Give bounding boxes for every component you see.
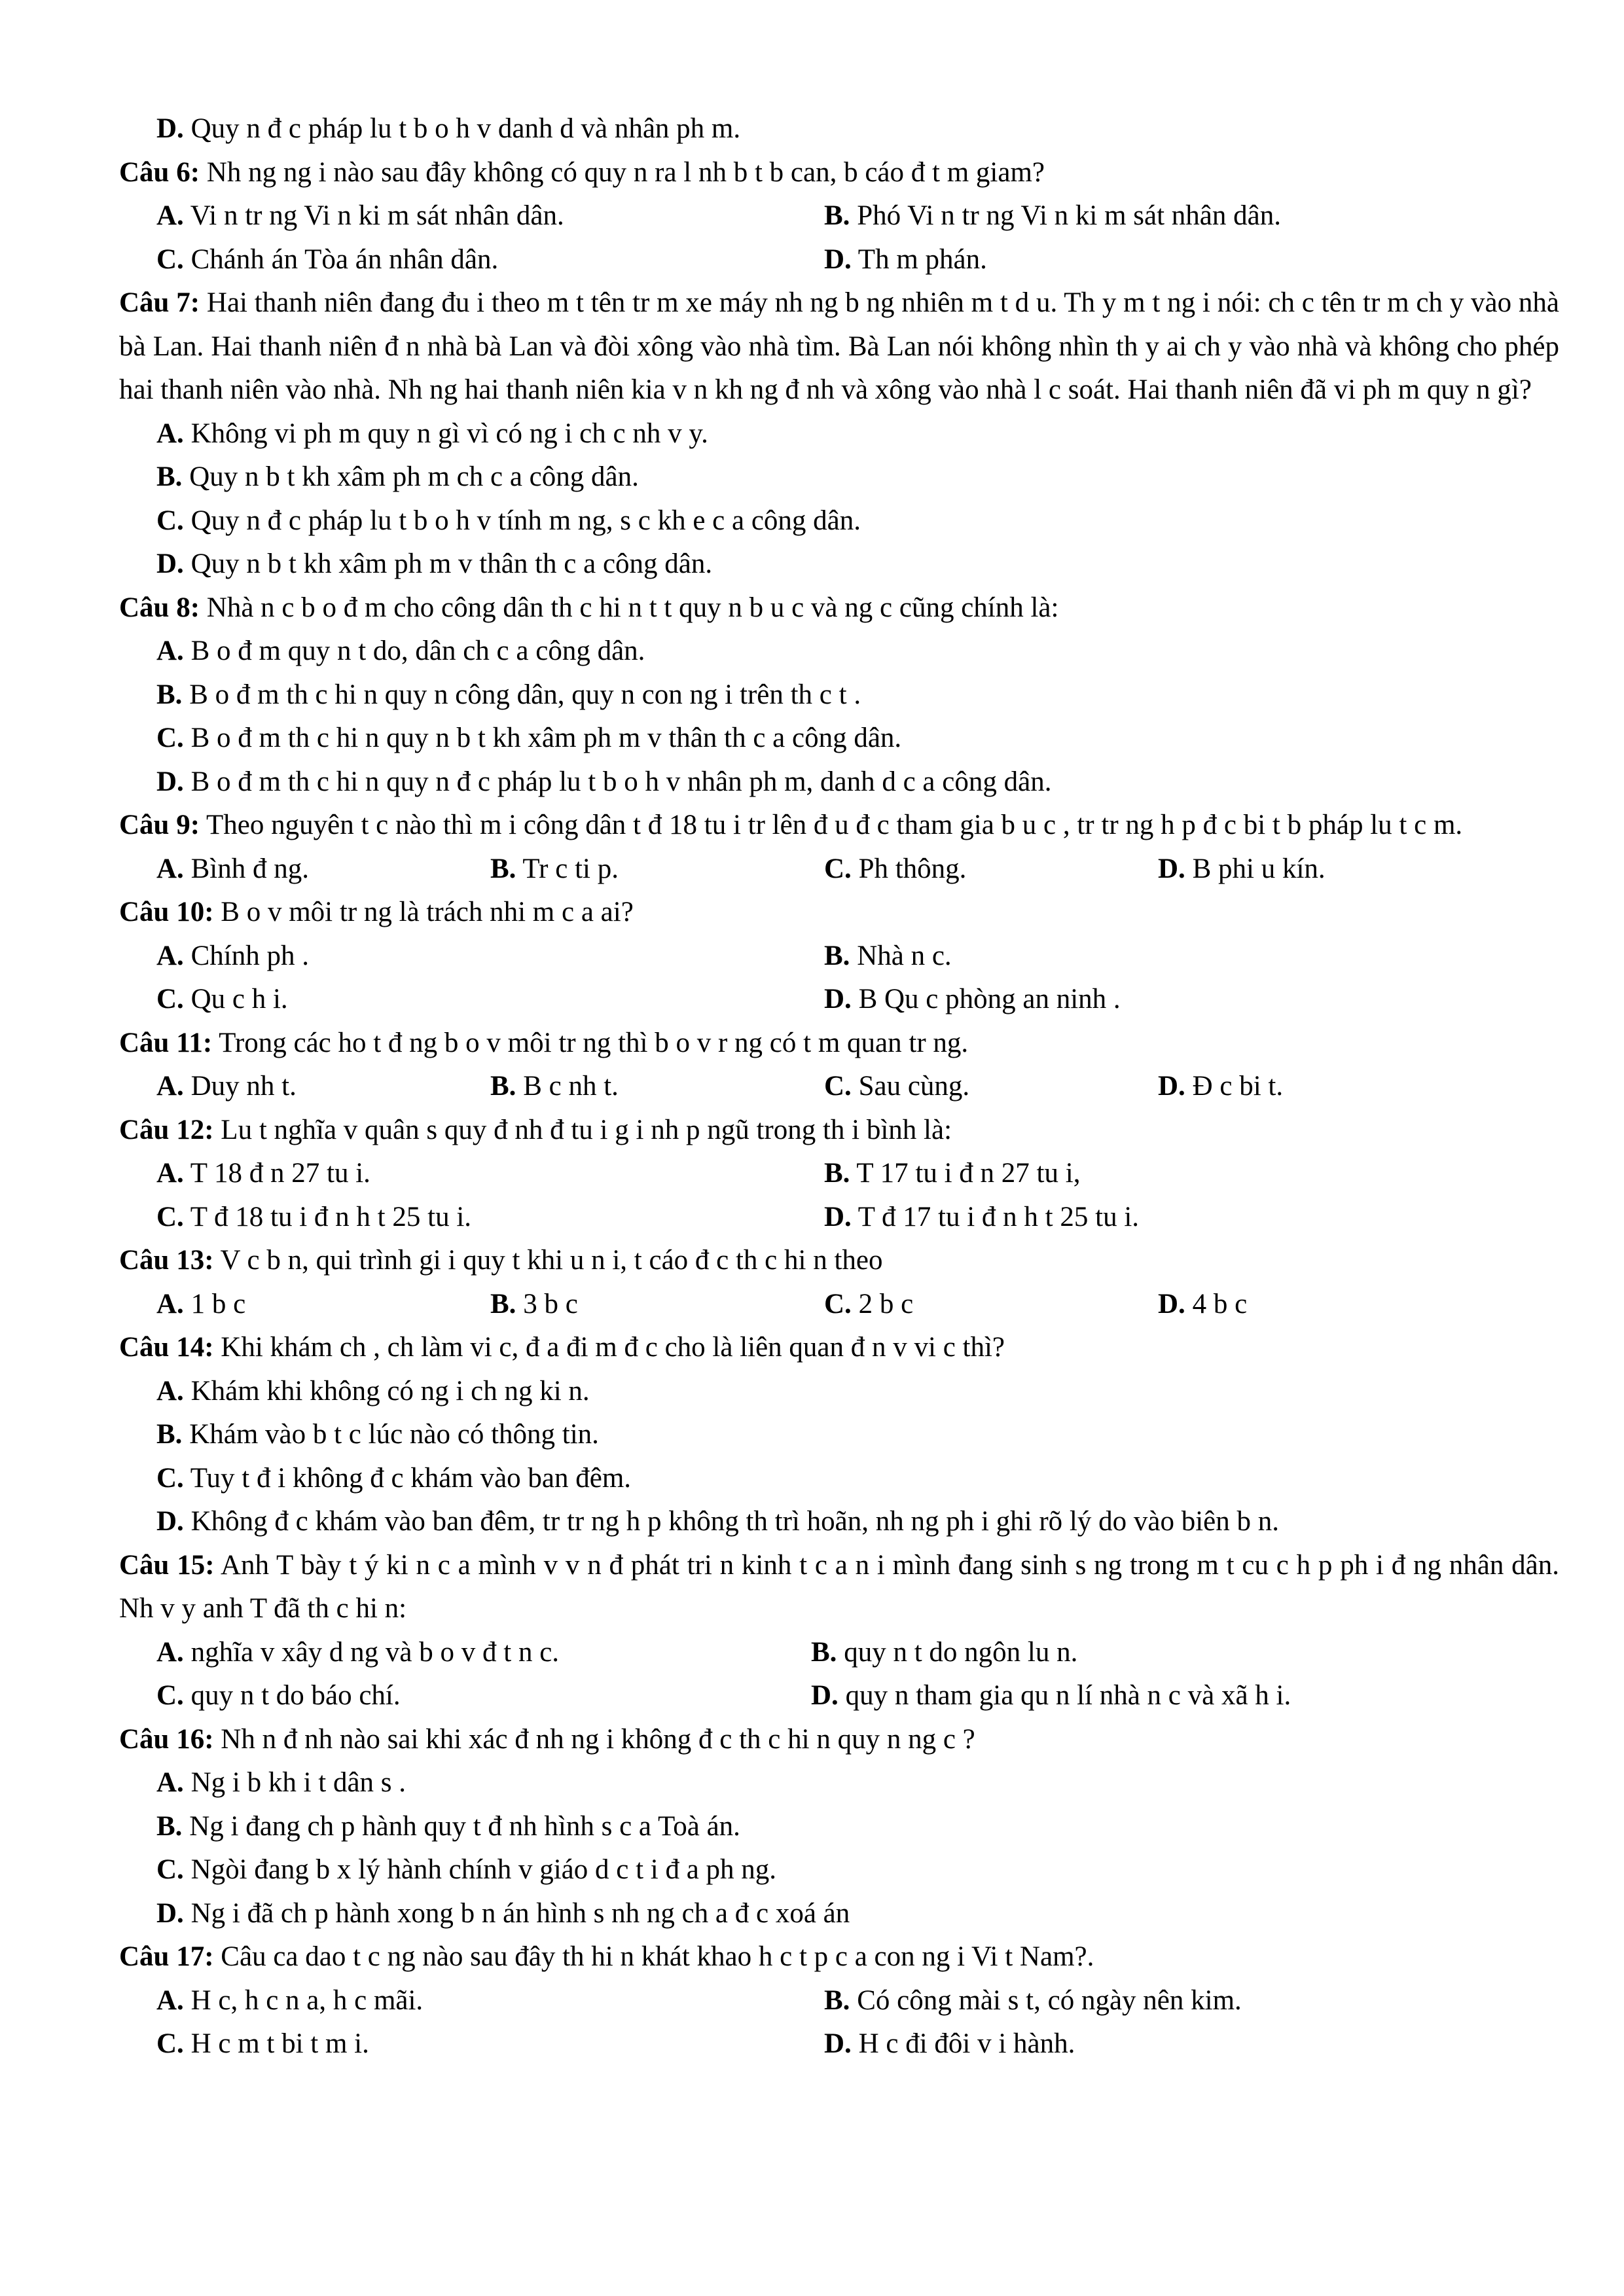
option-text: B c nh t.: [523, 1071, 619, 1102]
q10-option-c: [156, 978, 824, 1022]
option-letter: C.: [156, 984, 184, 1014]
question-11: [119, 1022, 1559, 1066]
option-text: Quy n b t kh xâm ph m v thân th c a công dân.: [190, 548, 713, 579]
q13-option-c: [824, 1283, 1158, 1327]
option-letter: D.: [1158, 853, 1185, 884]
question-number: Câu 6:: [119, 156, 200, 188]
option-letter: B.: [156, 1419, 183, 1450]
question-number: Câu 14:: [119, 1332, 214, 1363]
option-text: 3 b c: [523, 1288, 578, 1319]
q8-option-c: [156, 717, 1624, 761]
q6-options-row-2: [156, 238, 1624, 282]
option-text: nghĩa v xây d ng và b o v đ t n c.: [190, 1636, 560, 1668]
option-letter: D.: [156, 113, 184, 144]
question-7: [119, 281, 1559, 412]
option-text: Đ c bi t.: [1192, 1071, 1284, 1102]
question-text: Lu t nghĩa v quân s quy đ nh đ tu i g i nh p ngũ trong th i bình là:: [221, 1114, 952, 1145]
option-letter: C.: [156, 243, 184, 275]
option-letter: D.: [1158, 1071, 1185, 1102]
option-text: T 17 tu i đ n 27 tu i,: [856, 1158, 1081, 1189]
option-letter: A.: [156, 853, 184, 884]
question-text: Hai thanh niên đang đu i theo m t tên tr m xe máy nh ng b ng nhiên m t d u. Th y m t ng i nói: ch c tên tr m ch y vào nhà bà Lan. Hai thanh niên đ n nhà bà Lan và đòi xông vào nhà tìm. Bà Lan nói không nhìn th y ai ch y vào nhà và không cho phép hai thanh niên vào nhà. Nh ng hai thanh niên kia v n kh ng đ nh và xông vào nhà l c soát. Hai thanh niên đã vi ph m quy n gì?: [119, 287, 1559, 405]
option-text: Khám vào b t c lúc nào có thông tin.: [189, 1419, 599, 1450]
question-number: Câu 16:: [119, 1723, 214, 1755]
question-number: Câu 13:: [119, 1245, 214, 1276]
option-letter: A.: [156, 1636, 184, 1668]
option-letter: D.: [824, 2028, 852, 2059]
q14-option-d: [119, 1500, 1559, 1544]
q13-option-a: [156, 1283, 490, 1327]
option-text: B Qu c phòng an ninh .: [858, 984, 1121, 1014]
question-number: Câu 9:: [119, 810, 200, 840]
question-text: Anh T bày t ý ki n c a mình v v n đ phát tri n kinh t c a n i mình đang sinh s ng trong m t cu c h p ph i đ ng nhân dân. Nh v y anh T đã th c hi n:: [119, 1549, 1559, 1624]
option-letter: D.: [156, 1506, 184, 1537]
q15-option-b: [811, 1631, 1479, 1675]
question-text: Câu ca dao t c ng nào sau đây th hi n khát khao h c t p c a con ng i Vi t Nam?.: [221, 1941, 1094, 1972]
option-text: quy n t do báo chí.: [190, 1680, 401, 1711]
option-letter: D.: [824, 243, 852, 275]
option-text: Khám khi không có ng i ch ng ki n.: [190, 1375, 590, 1407]
q7-option-a: [156, 412, 1624, 456]
option-text: Th m phán.: [857, 243, 987, 275]
option-letter: A.: [156, 418, 184, 449]
q11-option-b: [490, 1065, 824, 1109]
q12-options-row-2: [156, 1196, 1624, 1240]
q15-option-c: [156, 1674, 811, 1718]
option-letter: B.: [490, 1071, 516, 1102]
q6-option-a: [156, 194, 824, 238]
option-text: T 18 đ n 27 tu i.: [190, 1158, 370, 1189]
option-letter: A.: [156, 636, 184, 666]
q7-option-b: [156, 456, 1624, 499]
question-text: B o v môi tr ng là trách nhi m c a ai?: [221, 897, 634, 927]
q8-option-a: [156, 630, 1624, 673]
q14-option-b: [156, 1413, 1624, 1457]
q15-option-d: [811, 1674, 1479, 1718]
option-text: B o đ m th c hi n quy n đ c pháp lu t b o h v nhân ph m, danh d c a công dân.: [190, 766, 1052, 797]
q17-options-row-1: [156, 1979, 1624, 2023]
question-text: Khi khám ch , ch làm vi c, đ a đi m đ c cho là liên quan đ n v vi c thì?: [221, 1332, 1005, 1363]
question-13: [119, 1239, 1559, 1283]
option-text: H c m t bi t m i.: [190, 2028, 369, 2059]
question-16: [119, 1718, 1559, 1762]
option-letter: C.: [156, 723, 184, 753]
option-letter: B.: [824, 200, 850, 231]
q17-option-b: [824, 1979, 1492, 2023]
option-letter: B.: [156, 679, 183, 710]
q7-option-c: [156, 499, 1624, 543]
option-text: 1 b c: [190, 1288, 246, 1319]
q16-option-c: [156, 1848, 1624, 1892]
option-text: Ng i đang ch p hành quy t đ nh hình s c a Toà án.: [189, 1810, 740, 1842]
option-letter: B.: [490, 1288, 516, 1319]
option-text: Ng i đã ch p hành xong b n án hình s nh ng ch a đ c xoá án: [190, 1897, 850, 1929]
q12-option-c: [156, 1196, 824, 1240]
option-letter: A.: [156, 1767, 184, 1798]
q7-option-d: [156, 543, 1624, 586]
q11-options: [156, 1065, 1624, 1109]
option-letter: B.: [824, 1158, 850, 1189]
q17-option-d: [824, 2022, 1492, 2066]
q6-option-d: [824, 238, 1492, 282]
question-number: Câu 12:: [119, 1114, 214, 1145]
option-text: B o đ m th c hi n quy n b t kh xâm ph m v thân th c a công dân.: [190, 723, 902, 753]
option-text: T đ 17 tu i đ n h t 25 tu i.: [857, 1201, 1140, 1232]
q12-options-row-1: [156, 1152, 1624, 1196]
q8-option-b: [156, 673, 1624, 717]
q15-options-row-2: [156, 1674, 1624, 1718]
q5-option-d: [156, 107, 1624, 151]
q13-options: [156, 1283, 1624, 1327]
option-text: H c đi đôi v i hành.: [858, 2028, 1075, 2059]
question-number: Câu 7:: [119, 287, 200, 318]
question-number: Câu 17:: [119, 1941, 214, 1972]
question-14: [119, 1326, 1559, 1370]
option-letter: B.: [824, 1984, 850, 2016]
option-text: B o đ m th c hi n quy n công dân, quy n con ng i trên th c t .: [189, 679, 861, 710]
option-text: Quy n đ c pháp lu t b o h v danh d và nhân ph m.: [190, 113, 741, 144]
option-text: H c, h c n a, h c mãi.: [190, 1984, 424, 2016]
question-6: [119, 151, 1559, 195]
question-text: Nhà n c b o đ m cho công dân th c hi n t t quy n b u c và ng c cũng chính là:: [206, 592, 1059, 623]
q9-options: [156, 848, 1624, 891]
q15-options-row-1: [156, 1631, 1624, 1675]
option-text: Không đ c khám vào ban đêm, tr tr ng h p không th trì hoãn, nh ng ph i ghi rõ lý do vào biên b n.: [190, 1506, 1279, 1537]
option-letter: A.: [156, 940, 184, 971]
q6-option-c: [156, 238, 824, 282]
q9-option-c: [824, 848, 1158, 891]
question-text: Nh ng ng i nào sau đây không có quy n ra l nh b t b can, b cáo đ t m giam?: [206, 156, 1045, 188]
option-letter: A.: [156, 1158, 184, 1189]
q16-option-d: [156, 1892, 1624, 1936]
option-letter: C.: [156, 505, 184, 536]
q9-option-d: [1158, 848, 1492, 891]
option-letter: C.: [156, 2028, 184, 2059]
option-letter: D.: [156, 548, 184, 579]
option-text: T đ 18 tu i đ n h t 25 tu i.: [190, 1201, 472, 1232]
q17-option-a: [156, 1979, 824, 2023]
option-letter: C.: [156, 1462, 184, 1494]
option-text: Duy nh t.: [190, 1071, 297, 1102]
q14-option-a: [156, 1370, 1624, 1414]
option-text: quy n t do ngôn lu n.: [844, 1636, 1078, 1668]
option-text: Ph thông.: [858, 853, 967, 884]
option-letter: D.: [156, 766, 184, 797]
q11-option-d: [1158, 1065, 1492, 1109]
option-text: Ng i b kh i t dân s .: [190, 1767, 406, 1798]
option-text: Có công mài s t, có ngày nên kim.: [857, 1984, 1242, 2016]
question-text: Nh n đ nh nào sai khi xác đ nh ng i không đ c th c hi n quy n ng c ?: [221, 1723, 975, 1755]
option-text: B phi u kín.: [1192, 853, 1326, 884]
q17-options-row-2: [156, 2022, 1624, 2066]
q12-option-a: [156, 1152, 824, 1196]
q11-option-c: [824, 1065, 1158, 1109]
option-text: 4 b c: [1192, 1288, 1248, 1319]
question-number: Câu 10:: [119, 897, 214, 927]
question-8: [119, 586, 1559, 630]
question-text: V c b n, qui trình gi i quy t khi u n i, t cáo đ c th c hi n theo: [220, 1245, 883, 1276]
q14-option-c: [156, 1457, 1624, 1501]
option-letter: C.: [156, 1201, 184, 1232]
q10-options-row-1: [156, 935, 1624, 978]
q16-option-a: [156, 1761, 1624, 1805]
option-letter: C.: [156, 1680, 184, 1711]
question-15: [119, 1544, 1559, 1631]
option-letter: C.: [824, 853, 852, 884]
option-text: Sau cùng.: [858, 1071, 970, 1102]
q10-options-row-2: [156, 978, 1624, 1022]
q8-option-d: [156, 761, 1624, 804]
option-text: Qu c h i.: [190, 984, 288, 1014]
q10-option-b: [824, 935, 1492, 978]
option-letter: B.: [490, 853, 516, 884]
q16-option-b: [156, 1805, 1624, 1849]
q6-option-b: [824, 194, 1492, 238]
option-letter: D.: [824, 1201, 852, 1232]
option-letter: A.: [156, 200, 184, 231]
option-text: Chính ph .: [190, 940, 309, 971]
option-letter: B.: [156, 461, 183, 492]
option-letter: A.: [156, 1375, 184, 1407]
q15-option-a: [156, 1631, 811, 1675]
q6-options-row-1: [156, 194, 1624, 238]
q9-option-a: [156, 848, 490, 891]
option-text: Tuy t đ i không đ c khám vào ban đêm.: [190, 1462, 632, 1494]
q12-option-b: [824, 1152, 1492, 1196]
option-letter: B.: [824, 940, 850, 971]
question-12: [119, 1109, 1559, 1153]
question-10: [119, 891, 1559, 935]
question-number: Câu 11:: [119, 1027, 213, 1058]
option-letter: B.: [811, 1636, 837, 1668]
option-text: Ngòi đang b x lý hành chính v giáo d c t i đ a ph ng.: [190, 1854, 777, 1885]
option-letter: A.: [156, 1071, 184, 1102]
question-17: [119, 1935, 1559, 1979]
option-text: Không vi ph m quy n gì vì có ng i ch c nh v y.: [190, 418, 708, 449]
q11-option-a: [156, 1065, 490, 1109]
q17-option-c: [156, 2022, 824, 2066]
q10-option-d: [824, 978, 1492, 1022]
question-text: Trong các ho t đ ng b o v môi tr ng thì b o v r ng có t m quan tr ng.: [219, 1027, 969, 1058]
option-text: Tr c ti p.: [522, 853, 619, 884]
question-number: Câu 8:: [119, 592, 200, 623]
option-letter: C.: [156, 1854, 184, 1885]
option-text: B o đ m quy n t do, dân ch c a công dân.: [190, 636, 645, 666]
option-text: quy n tham gia qu n lí nhà n c và xã h i.: [845, 1680, 1291, 1711]
option-text: Bình đ ng.: [190, 853, 309, 884]
q9-option-b: [490, 848, 824, 891]
option-text: Nhà n c.: [857, 940, 952, 971]
question-9: [119, 804, 1559, 848]
option-letter: D.: [156, 1897, 184, 1929]
option-letter: A.: [156, 1984, 184, 2016]
question-number: Câu 15:: [119, 1549, 215, 1581]
option-text: 2 b c: [858, 1288, 914, 1319]
option-letter: C.: [824, 1071, 852, 1102]
q13-option-d: [1158, 1283, 1492, 1327]
option-text: Phó Vi n tr ng Vi n ki m sát nhân dân.: [857, 200, 1281, 231]
option-letter: C.: [824, 1288, 852, 1319]
option-text: Chánh án Tòa án nhân dân.: [190, 243, 499, 275]
option-text: Quy n b t kh xâm ph m ch c a công dân.: [189, 461, 639, 492]
q13-option-b: [490, 1283, 824, 1327]
option-letter: D.: [811, 1680, 839, 1711]
option-letter: D.: [824, 984, 852, 1014]
option-letter: A.: [156, 1288, 184, 1319]
option-text: Quy n đ c pháp lu t b o h v tính m ng, s c kh e c a công dân.: [190, 505, 861, 536]
q10-option-a: [156, 935, 824, 978]
q12-option-d: [824, 1196, 1492, 1240]
option-letter: D.: [1158, 1288, 1185, 1319]
option-text: Vi n tr ng Vi n ki m sát nhân dân.: [190, 200, 564, 231]
option-letter: B.: [156, 1810, 183, 1842]
question-text: Theo nguyên t c nào thì m i công dân t đ 18 tu i tr lên đ u đ c tham gia b u c , tr tr ng h p đ c bi t b pháp lu t c m.: [206, 810, 1463, 840]
